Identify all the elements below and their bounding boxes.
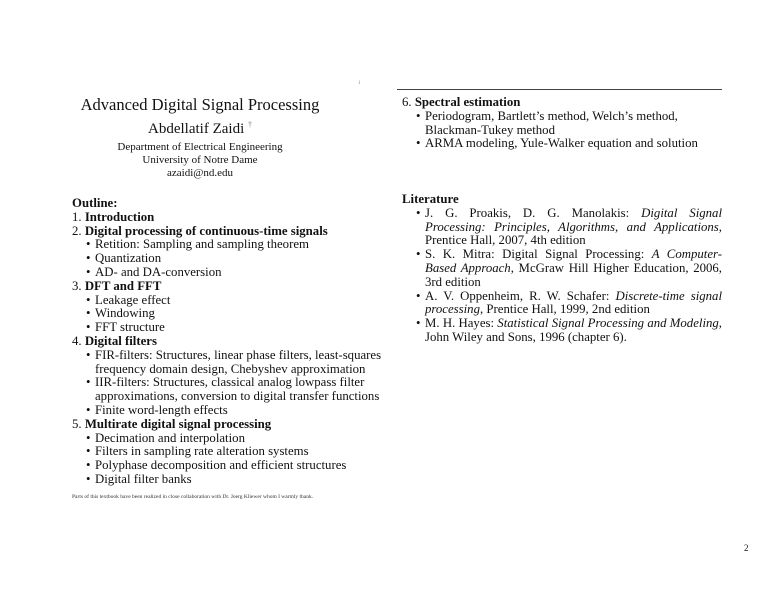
section-number: 1. <box>72 209 82 224</box>
section-title: Spectral estimation <box>414 95 521 109</box>
reference-publisher: , Prentice Hall, 2007, 4th edition <box>425 219 722 248</box>
outline-section <box>72 280 402 294</box>
section-title: Digital filters <box>84 333 157 348</box>
reference-authors: M. H. Hayes: <box>425 316 498 331</box>
section-title: DFT and FFT <box>84 278 162 293</box>
outline-section <box>72 335 402 349</box>
section-title: Introduction <box>84 209 155 224</box>
list-item: • Quantization <box>95 252 402 266</box>
email: azaidi@nd.edu <box>166 167 234 179</box>
literature <box>402 193 722 345</box>
list-item: • Polyphase decomposition and efficient structures <box>95 459 402 473</box>
list-item: • Leakage effect <box>95 294 402 308</box>
page-number-2: 2 <box>744 543 749 553</box>
section-number: 6. <box>402 95 412 109</box>
list-item: • ARMA modeling, Yule-Walker equation and solution <box>425 137 722 151</box>
section-title: Digital processing of continuous-time signals <box>84 223 328 238</box>
reference-item <box>425 207 722 248</box>
affiliation <box>0 141 400 180</box>
section-number: 3. <box>72 278 82 293</box>
reference-authors: S. K. Mitra: Digital Signal Processing: <box>425 247 652 262</box>
list-item: • Windowing <box>95 307 402 321</box>
section-6 <box>402 96 722 151</box>
reference-publisher: , John Wiley and Sons, 1996 (chapter 6). <box>425 316 722 344</box>
list-item: • FFT structure <box>95 321 402 335</box>
reference-item <box>425 317 722 345</box>
reference-title: Digital Signal Processing: Principles, Algorithms, and Applications <box>425 205 722 234</box>
list-item: • Periodogram, Bartlett’s method, Welch’s method, Blackman-Tukey method <box>425 110 722 138</box>
list-item: • FIR-filters: Structures, linear phase filters, least-squares frequency domain design, Chebyshev approximation <box>95 349 402 377</box>
section-title: Multirate digital signal processing <box>84 416 272 431</box>
reference-item <box>425 248 722 289</box>
list-item: • IIR-filters: Structures, classical analog lowpass filter approximations, conversion to digital transfer functions <box>95 376 402 404</box>
reference-publisher: , Prentice Hall, 1999, 2nd edition <box>479 302 650 317</box>
author-footnote-mark: † <box>247 120 252 129</box>
author <box>0 120 400 138</box>
list-item: • Retition: Sampling and sampling theorem <box>95 238 402 252</box>
department: Department of Electrical Engineering <box>117 141 283 153</box>
section-number: 5. <box>72 416 82 431</box>
literature-heading: Literature <box>402 192 459 206</box>
list-item: • Decimation and interpolation <box>95 432 402 446</box>
list-item: • Filters in sampling rate alteration systems <box>95 445 402 459</box>
page-number-1: 1 <box>358 81 361 86</box>
reference-title: Statistical Signal Processing and Modeling <box>497 316 719 331</box>
reference-authors: J. G. Proakis, D. G. Manolakis: <box>425 205 642 220</box>
section-heading <box>402 96 722 110</box>
section-number: 4. <box>72 333 82 348</box>
author-name: Abdellatif Zaidi <box>148 121 245 137</box>
outline-section <box>72 225 402 239</box>
outline-heading: Outline: <box>72 196 118 210</box>
reference-publisher: , McGraw Hill Higher Education, 2006, 3rd edition <box>425 260 722 289</box>
document-title: Advanced Digital Signal Processing <box>80 95 320 114</box>
outline-section <box>72 211 402 225</box>
list-item: • Digital filter banks <box>95 473 402 487</box>
university: University of Notre Dame <box>142 154 258 166</box>
reference-authors: A. V. Oppenheim, R. W. Schafer: <box>425 288 616 303</box>
reference-title: A Computer-Based Approach <box>425 247 722 275</box>
list-item: • AD- and DA-conversion <box>95 266 402 280</box>
header-rule <box>397 89 722 90</box>
reference-title: Discrete-time signal processing <box>425 288 722 317</box>
section-number: 2. <box>72 223 82 238</box>
list-item: • Finite word-length effects <box>95 404 402 418</box>
outline <box>72 197 402 487</box>
reference-item <box>425 290 722 318</box>
footnote: Parts of this textbook have been realized in close collaboration with Dr. Joerg Kliewer whom I warmly thank. <box>72 494 314 500</box>
outline-section <box>72 418 402 432</box>
